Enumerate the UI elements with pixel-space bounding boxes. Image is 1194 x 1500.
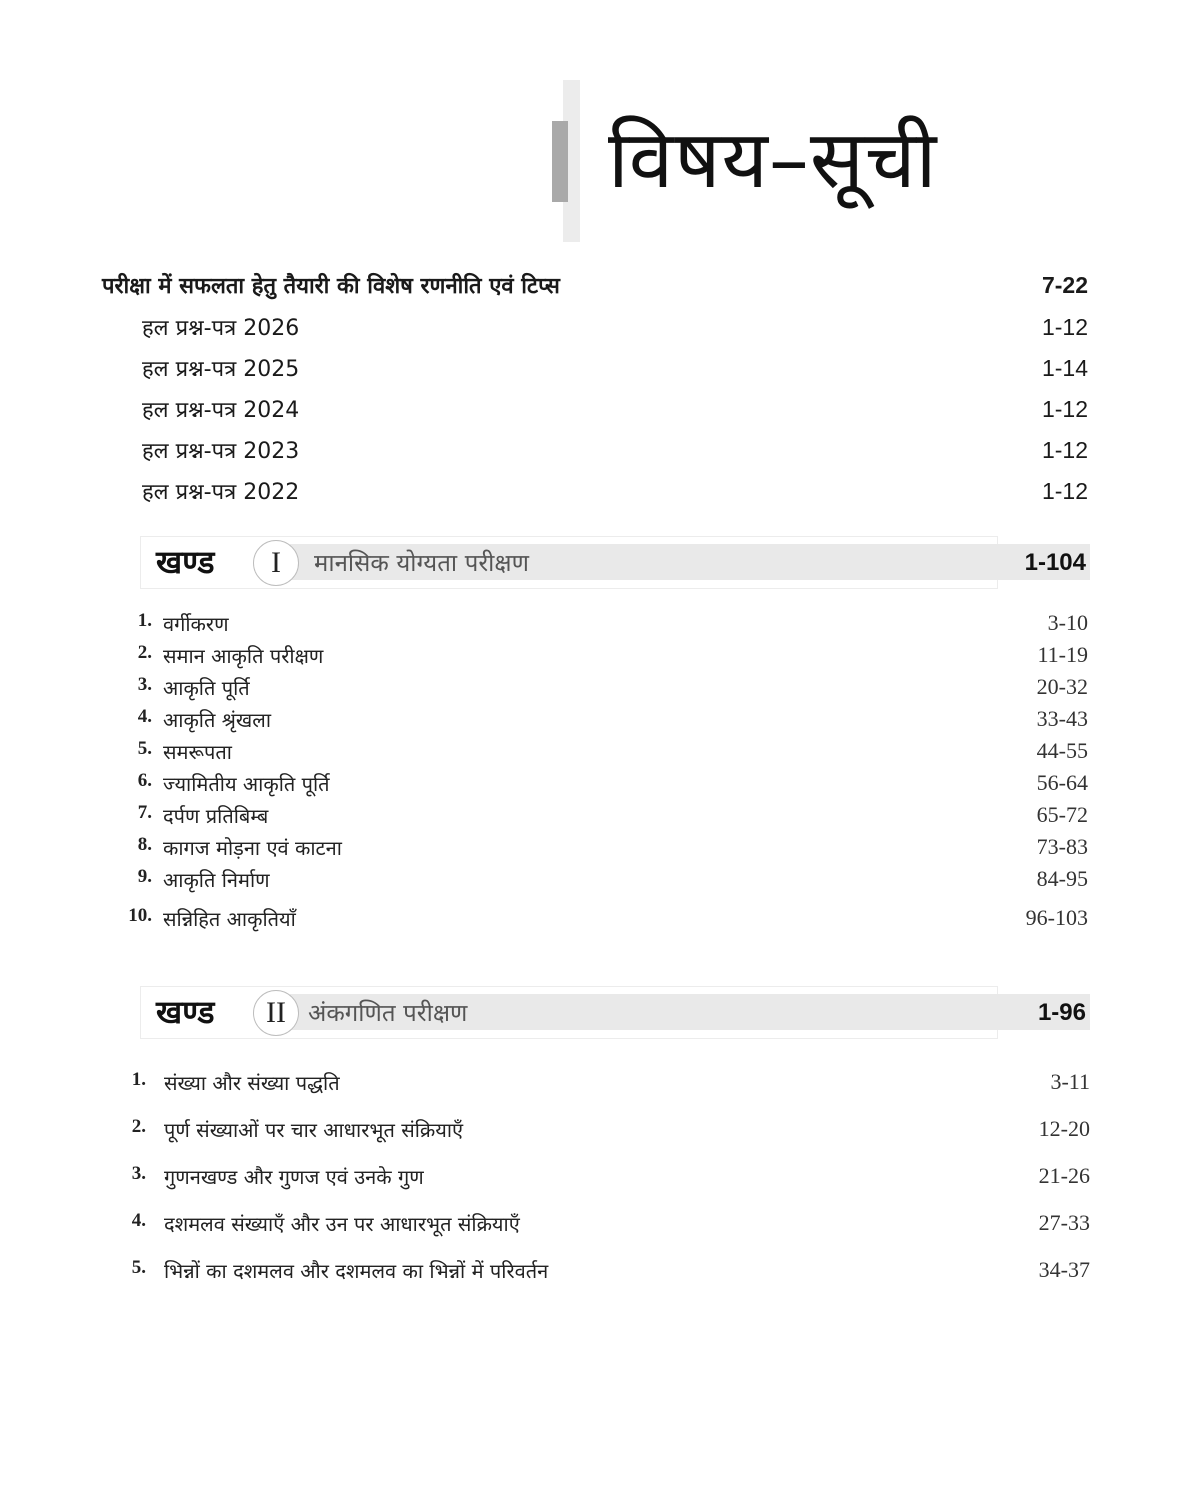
section-header-1[interactable]: [140, 536, 1092, 590]
section-header-2[interactable]: [140, 986, 1092, 1040]
chapter-title: कागज मोड़ना एवं काटना: [163, 836, 342, 860]
toc-entry-label: हल प्रश्न-पत्र 2022: [142, 480, 300, 505]
chapter-row[interactable]: [108, 1257, 1090, 1287]
toc-entry-label: परीक्षा में सफलता हेतु तैयारी की विशेष रणनीति एवं टिप्स: [102, 274, 560, 299]
chapter-title: समरूपता: [163, 740, 232, 764]
chapter-row[interactable]: [108, 1163, 1090, 1193]
chapter-row[interactable]: [108, 1210, 1090, 1240]
chapter-pages: 12-20: [1038, 1116, 1090, 1141]
chapter-number: 10.: [128, 905, 152, 926]
chapter-number: 5.: [137, 738, 152, 759]
chapter-row[interactable]: [108, 738, 1088, 768]
section-numeral-circle: [253, 540, 299, 586]
chapter-number: 8.: [137, 834, 152, 855]
chapter-title: समान आकृति परीक्षण: [163, 644, 324, 668]
chapter-pages: 11-19: [1037, 642, 1088, 667]
toc-entry-label: हल प्रश्न-पत्र 2026: [142, 316, 300, 341]
section-pages: 1-104: [1024, 549, 1086, 576]
section-numeral-circle: [253, 990, 299, 1036]
section-numeral: I: [271, 546, 281, 579]
chapter-pages: 84-95: [1036, 866, 1088, 891]
chapter-title: आकृति श्रृंखला: [163, 708, 271, 732]
section-pages: 1-96: [1037, 999, 1086, 1026]
toc-entry-solved-paper[interactable]: [142, 353, 1088, 383]
chapter-row[interactable]: [108, 866, 1088, 896]
toc-entry-pages: 7-22: [1041, 272, 1088, 298]
chapter-title: संख्या और संख्या पद्धति: [164, 1071, 340, 1095]
section-numeral: II: [266, 996, 286, 1029]
chapter-title: वर्गीकरण: [163, 612, 229, 636]
chapter-pages: 20-32: [1036, 674, 1088, 699]
toc-entry-strategy[interactable]: [102, 270, 1088, 300]
chapter-title: आकृति निर्माण: [163, 868, 270, 892]
chapter-title: भिन्नों का दशमलव और दशमलव का भिन्नों में परिवर्तन: [164, 1259, 549, 1283]
section-word: खण्ड: [156, 993, 215, 1031]
chapter-title: दर्पण प्रतिबिम्ब: [163, 804, 269, 828]
toc-entry-pages: 1-12: [1041, 478, 1088, 504]
chapter-row[interactable]: [108, 642, 1088, 672]
chapter-pages: 33-43: [1036, 706, 1088, 731]
chapter-row[interactable]: [108, 706, 1088, 736]
chapter-number: 2.: [131, 1116, 146, 1137]
chapter-title: दशमलव संख्याएँ और उन पर आधारभूत संक्रियाएँ: [164, 1212, 520, 1236]
chapter-row[interactable]: [108, 905, 1088, 935]
toc-entry-label: हल प्रश्न-पत्र 2025: [142, 357, 300, 382]
chapter-row[interactable]: [108, 610, 1088, 640]
section-subtitle: अंकगणित परीक्षण: [308, 999, 468, 1027]
toc-entry-solved-paper[interactable]: [142, 312, 1088, 342]
chapter-title: आकृति पूर्ति: [163, 676, 250, 700]
chapter-title: ज्यामितीय आकृति पूर्ति: [163, 772, 330, 796]
chapter-number: 1.: [131, 1069, 146, 1090]
chapter-pages: 65-72: [1036, 802, 1088, 827]
toc-entry-solved-paper[interactable]: [142, 394, 1088, 424]
chapter-pages: 34-37: [1038, 1257, 1090, 1282]
toc-entry-pages: 1-14: [1041, 355, 1088, 381]
chapter-number: 4.: [137, 706, 152, 727]
chapter-row[interactable]: [108, 1069, 1090, 1099]
toc-entry-label: हल प्रश्न-पत्र 2023: [142, 439, 300, 464]
chapter-row[interactable]: [108, 1116, 1090, 1146]
chapter-number: 4.: [131, 1210, 146, 1231]
chapter-number: 6.: [137, 770, 152, 791]
chapter-row[interactable]: [108, 834, 1088, 864]
toc-entry-solved-paper[interactable]: [142, 476, 1088, 506]
chapter-pages: 96-103: [1025, 905, 1088, 930]
toc-entry-solved-paper[interactable]: [142, 435, 1088, 465]
section-word: खण्ड: [156, 543, 215, 581]
page-title-block: [552, 80, 1012, 245]
chapter-number: 9.: [137, 866, 152, 887]
toc-entry-label: हल प्रश्न-पत्र 2024: [142, 398, 300, 423]
chapter-number: 3.: [137, 674, 152, 695]
chapter-title: सन्निहित आकृतियाँ: [163, 907, 296, 931]
chapter-row[interactable]: [108, 674, 1088, 704]
chapter-number: 5.: [131, 1257, 146, 1278]
chapter-pages: 44-55: [1036, 738, 1088, 763]
chapter-pages: 21-26: [1038, 1163, 1090, 1188]
chapter-title: गुणनखण्ड और गुणज एवं उनके गुण: [164, 1165, 424, 1189]
chapter-title: पूर्ण संख्याओं पर चार आधारभूत संक्रियाएँ: [164, 1118, 464, 1142]
chapter-pages: 3-10: [1047, 610, 1088, 635]
chapter-number: 1.: [137, 610, 152, 631]
chapter-number: 3.: [131, 1163, 146, 1184]
title-accent-bar-dark: [552, 121, 568, 202]
chapter-pages: 73-83: [1036, 834, 1088, 859]
chapter-number: 2.: [137, 642, 152, 663]
chapter-row[interactable]: [108, 802, 1088, 832]
chapter-row[interactable]: [108, 770, 1088, 800]
page-title: विषय–सूची: [608, 113, 938, 206]
chapter-pages: 27-33: [1038, 1210, 1090, 1235]
chapter-pages: 3-11: [1050, 1069, 1090, 1094]
chapter-pages: 56-64: [1036, 770, 1088, 795]
toc-entry-pages: 1-12: [1041, 314, 1088, 340]
toc-entry-pages: 1-12: [1041, 437, 1088, 463]
chapter-number: 7.: [137, 802, 152, 823]
section-subtitle: मानसिक योग्यता परीक्षण: [314, 549, 529, 577]
toc-entry-pages: 1-12: [1041, 396, 1088, 422]
